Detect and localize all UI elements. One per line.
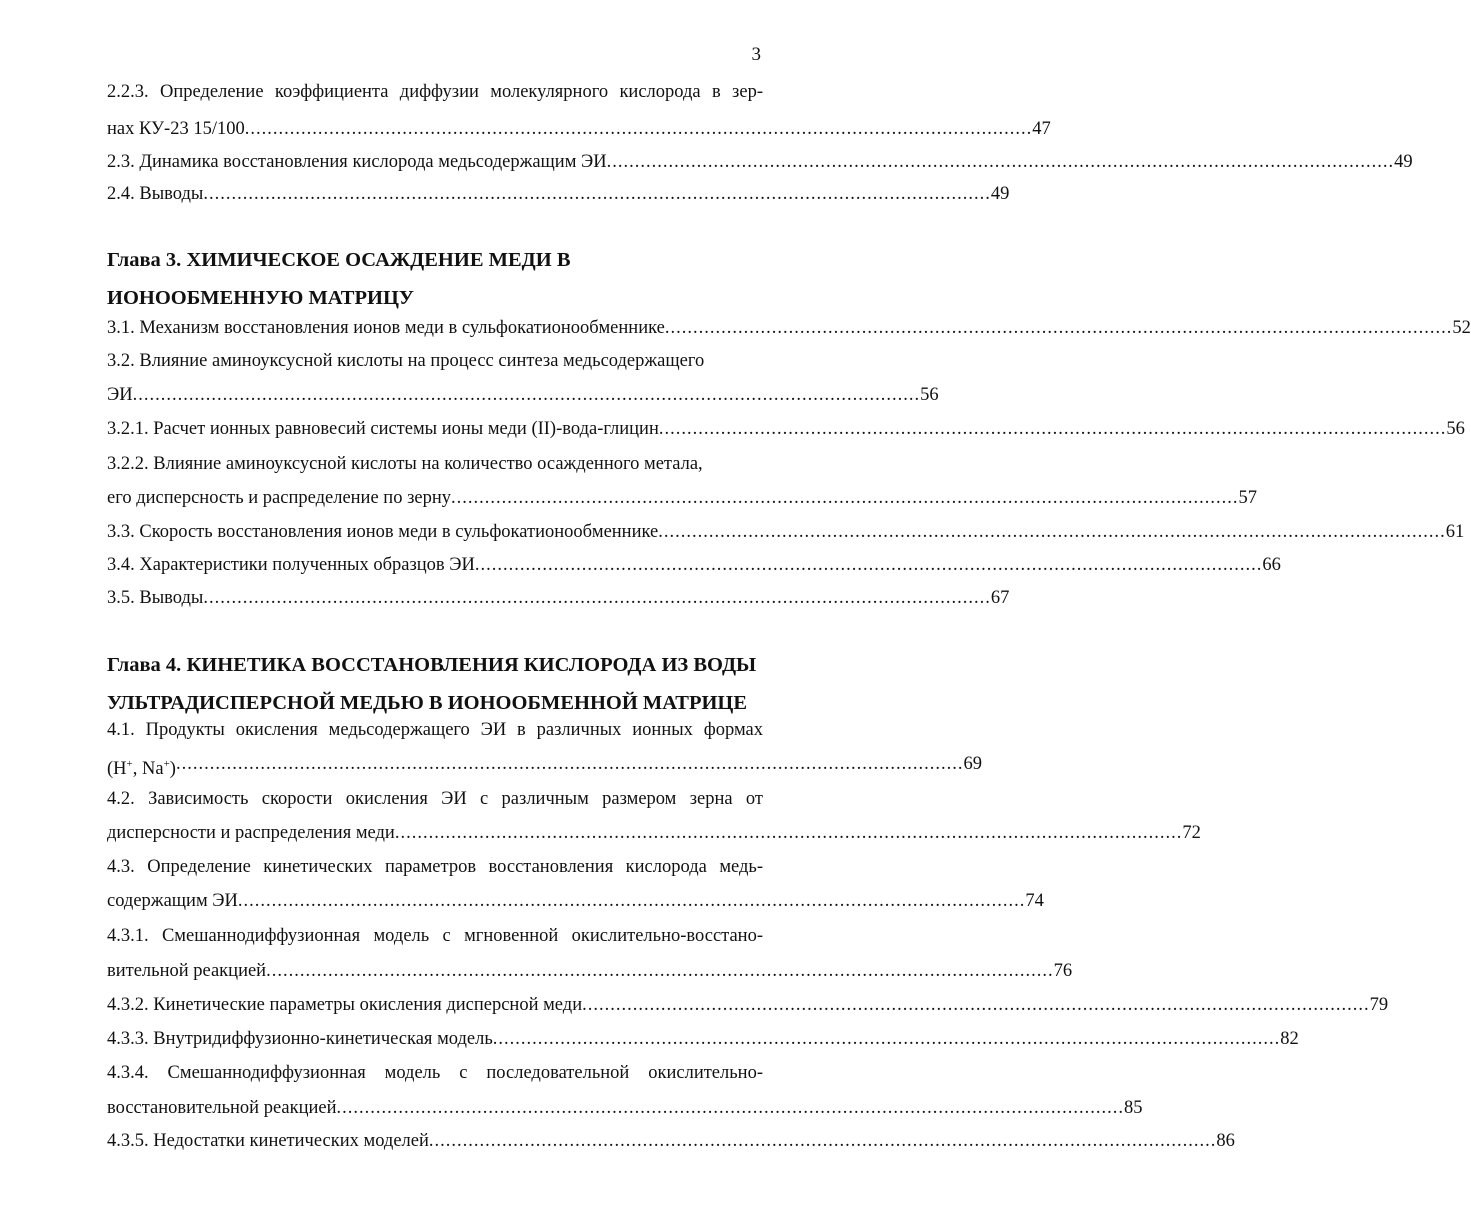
- toc-entry-3-2-line1: 3.2. Влияние аминоуксусной кислоты на процесс синтеза медьсодержащего: [107, 351, 705, 371]
- toc-page-number: 61: [1445, 522, 1465, 542]
- toc-entry-3-2-2-line1: 3.2.2. Влияние аминоуксусной кислоты на количество осажденного метала,: [107, 454, 703, 474]
- toc-page-number: 49: [990, 184, 1010, 204]
- chapter-4-heading: [107, 646, 767, 722]
- toc-page-number: 79: [1369, 995, 1389, 1015]
- leader-dots: ............................................................................................................................................: [658, 419, 1447, 439]
- toc-page-number: 47: [1032, 119, 1051, 139]
- toc-page-number: 74: [1025, 891, 1044, 911]
- toc-entry-4-1-line1: 4.1. Продукты окисления медьсодержащего ЭИ в различных ионных формах: [107, 720, 763, 740]
- toc-entry-4-3-5: [107, 1126, 1235, 1156]
- toc-entry-text: 3.5. Выводы: [107, 588, 204, 608]
- leader-dots: ............................................................................................................................................: [336, 1098, 1124, 1118]
- toc-entry-3-1: [107, 313, 1471, 343]
- toc-entry-2-2-3-line2: [107, 114, 1051, 144]
- toc-entry-text: нах КУ-23 15/100: [107, 119, 245, 139]
- page-number: 3: [751, 44, 761, 65]
- toc-page-number: 67: [990, 588, 1010, 608]
- toc-page-number: 82: [1280, 1029, 1299, 1049]
- toc-entry-4-3-4-line2: [107, 1093, 1143, 1123]
- toc-entry-2-2-3-line1: 2.2.3. Определение коэффициента диффузии молекулярного кислорода в зер-: [107, 82, 763, 102]
- toc-entry-text: дисперсности и распределения меди: [107, 823, 395, 843]
- leader-dots: ............................................................................................................................................: [451, 488, 1239, 508]
- toc-entry-text: 3.3. Скорость восстановления ионов меди в сульфокатионообменнике: [107, 522, 659, 542]
- chapter-title-line1: КИНЕТИКА ВОССТАНОВЛЕНИЯ КИСЛОРОДА ИЗ ВОДЫ: [186, 654, 757, 676]
- toc-entry-text: 3.2.1. Расчет ионных равновесий системы ионы меди (II)-вода-глицин: [107, 419, 659, 439]
- toc-entry-4-3-3: [107, 1024, 1299, 1054]
- toc-entry-4-2-line1: 4.2. Зависимость скорости окисления ЭИ с различным размером зерна от: [107, 789, 763, 809]
- toc-entry-3-2-2-line2: [107, 483, 1257, 513]
- toc-page-number: 85: [1124, 1098, 1143, 1118]
- toc-entry-text: его дисперсность и распределение по зерну: [107, 488, 451, 508]
- toc-entry-text: 2.3. Динамика восстановления кислорода медьсодержащим ЭИ: [107, 152, 607, 172]
- toc-page-number: 52: [1452, 318, 1471, 338]
- toc-page-number: 57: [1238, 488, 1257, 508]
- superscript-plus: +: [126, 758, 133, 770]
- toc-entry-3-3: [107, 517, 1465, 547]
- toc-page-number: 66: [1262, 555, 1281, 575]
- superscript-plus: +: [163, 758, 170, 770]
- toc-entry-4-3-line1: 4.3. Определение кинетических параметров восстановления кислорода медь-: [107, 857, 763, 877]
- leader-dots: ............................................................................................................................................: [266, 961, 1054, 981]
- leader-dots: ............................................................................................................................................: [606, 152, 1395, 172]
- leader-dots: ............................................................................................................................................: [203, 184, 991, 204]
- leader-dots: ............................................................................................................................................: [203, 588, 991, 608]
- leader-dots: ............................................................................................................................................: [237, 891, 1026, 911]
- toc-page-number: 72: [1182, 823, 1201, 843]
- toc-entry-4-3-1-line2: [107, 956, 1073, 986]
- leader-dots: ............................................................................................................................................: [582, 995, 1370, 1015]
- text-part: , Na: [132, 759, 164, 780]
- toc-entry-text: [107, 749, 176, 779]
- toc-page-number: 56: [920, 385, 939, 405]
- leader-dots: ............................................................................................................................................: [244, 119, 1033, 139]
- toc-entry-text: 3.1. Механизм восстановления ионов меди в сульфокатионообменнике: [107, 318, 665, 338]
- chapter-title: ХИМИЧЕСКОЕ ОСАЖДЕНИЕ МЕДИ В ИОНООБМЕННУЮ МАТРИЦУ: [107, 249, 571, 309]
- toc-page-number: 56: [1446, 419, 1465, 439]
- toc-page-number: 76: [1053, 961, 1073, 981]
- leader-dots: ............................................................................................................................................: [132, 385, 921, 405]
- leader-dots: ............................................................................................................................................: [394, 823, 1183, 843]
- text-part: ): [169, 759, 176, 780]
- toc-page-number: 69: [963, 754, 982, 774]
- toc-entry-4-3-line2: [107, 886, 1044, 916]
- toc-entry-3-2-1: [107, 414, 1465, 444]
- leader-dots: ............................................................................................................................................: [492, 1029, 1281, 1049]
- leader-dots: ............................................................................................................................................: [658, 522, 1446, 542]
- toc-entry-3-2-line2: [107, 380, 939, 410]
- toc-entry-text: 3.4. Характеристики полученных образцов ЭИ: [107, 555, 475, 575]
- toc-entry-text: содержащим ЭИ: [107, 891, 238, 911]
- toc-entry-text: 4.3.3. Внутридиффузионно-кинетическая модель: [107, 1029, 493, 1049]
- toc-entry-text: 4.3.5. Недостатки кинетических моделей: [107, 1131, 429, 1151]
- toc-page-number: 86: [1216, 1131, 1235, 1151]
- toc-entry-4-3-2: [107, 990, 1389, 1020]
- leader-dots: ............................................................................................................................................: [175, 754, 964, 774]
- toc-entry-4-1-line2: [107, 749, 982, 780]
- toc-entry-text: 2.4. Выводы: [107, 184, 204, 204]
- toc-entry-4-2-line2: [107, 818, 1201, 848]
- leader-dots: ............................................................................................................................................: [474, 555, 1263, 575]
- leader-dots: ............................................................................................................................................: [664, 318, 1453, 338]
- toc-entry-text: вительной реакцией: [107, 961, 267, 981]
- toc-entry-3-4: [107, 550, 1281, 580]
- toc-entry-2-4: [107, 179, 1010, 209]
- toc-entry-3-5: [107, 583, 1010, 613]
- chapter-3-heading: [107, 241, 767, 317]
- toc-entry-text: 4.3.2. Кинетические параметры окисления дисперсной меди: [107, 995, 583, 1015]
- toc-entry-text: ЭИ: [107, 385, 133, 405]
- chapter-label: Глава 3.: [107, 249, 182, 271]
- chapter-title-line2: УЛЬТРАДИСПЕРСНОЙ МЕДЬЮ В ИОНООБМЕННОЙ МАТРИЦЕ: [107, 692, 748, 714]
- text-part: (H: [107, 759, 127, 780]
- toc-entry-4-3-4-line1: 4.3.4. Смешаннодиффузионная модель с последовательной окислительно-: [107, 1063, 763, 1083]
- chapter-label: Глава 4.: [107, 654, 182, 676]
- toc-entry-text: восстановительной реакцией: [107, 1098, 337, 1118]
- toc-entry-4-3-1-line1: 4.3.1. Смешаннодиффузионная модель с мгновенной окислительно-восстано-: [107, 926, 763, 946]
- toc-page-number: 49: [1394, 152, 1413, 172]
- toc-entry-2-3: [107, 147, 1413, 177]
- leader-dots: ............................................................................................................................................: [428, 1131, 1217, 1151]
